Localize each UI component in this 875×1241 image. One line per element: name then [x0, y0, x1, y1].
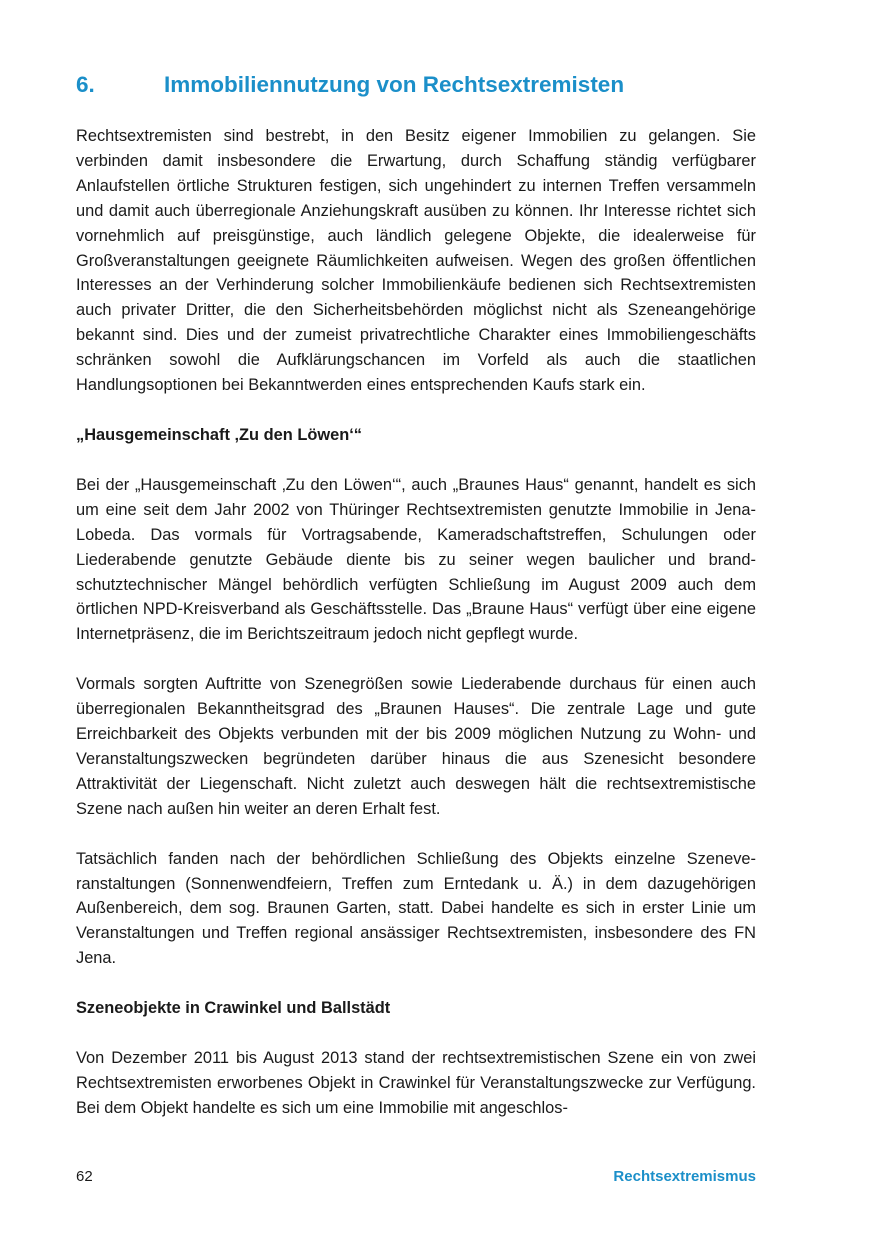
chapter-title: Immobiliennutzung von Rechtsextremisten [164, 72, 625, 97]
section-heading-crawinkel: Szeneobjekte in Crawinkel und Ballstädt [76, 999, 391, 1018]
loewen-paragraph-2: Vormals sorgten Auftritte von Szenegrößen sowie Liederabende durchaus für einen auch überregionalen Bekanntheitsgrad des „Braunen Hauses“. Die zentrale Lage und gute Erreichbarkeit des Objekts verbunden mit der bis 2009 möglichen Nutzung zu Wohn- und Veranstaltungszwecken begründeten darüber hinaus die aus Szenesicht besondere Attraktivität der Liegenschaft. Nicht zuletzt auch deswegen hält die rechtsextremistische Szene nach außen hin weiter an deren Erhalt fest. [76, 675, 756, 818]
loewen-paragraph-1: Bei der „Hausgemeinschaft ‚Zu den Löwen‘“, auch „Braunes Haus“ genannt, handelt es sich um eine seit dem Jahr 2002 von Thüringer Rechtsextremisten genutzte Immobilie in Jena-Lobeda. Das vormals für Vortragsabende, Kameradschaftstreffen, Schulungen oder Liederabende genutzte Gebäude diente bis zu seiner wegen baulicher und brandschutztechnischer Mängel behördlich verfügten Schließung im August 2009 auch dem örtlichen NPD-Kreisverband als Geschäftsstelle. Das „Braune Haus“ verfügt über eine eigene Internetpräsenz, die im Berichtszeitraum jedoch nicht gepflegt wurde. [76, 475, 756, 644]
page-number: 62 [76, 1168, 93, 1185]
crawinkel-paragraph-1: Von Dezember 2011 bis August 2013 stand der rechtsextremistischen Szene ein von zwei Rechtsextremisten erworbenes Objekt in Crawinkel für Veranstaltungszwecke zur Verfügung. Bei dem Objekt handelte es sich um eine Immobilie mit angeschlos- [76, 1049, 756, 1117]
chapter-number: 6. [76, 72, 95, 97]
chapter-heading [76, 72, 756, 102]
section-heading-loewen: „Hausgemeinschaft ‚Zu den Löwen‘“ [76, 425, 362, 444]
loewen-paragraph-3: Tatsächlich fanden nach der behördlichen Schließung des Objekts einzelne Szeneveranstaltungen (Sonnenwendfeiern, Treffen zum Erntedank u. Ä.) in dem dazugehörigen Außenbereich, dem sog. Braunen Garten, statt. Dabei handelte es sich in erster Linie um Veranstaltungen und Treffen regional ansässiger Rechtsextremisten, insbesondere des FN Jena. [76, 849, 756, 968]
page-footer [76, 1168, 756, 1190]
body-text [76, 124, 756, 1146]
intro-paragraph: Rechtsextremisten sind bestrebt, in den Besitz eigener Immobilien zu gelangen. Sie verbinden damit insbesondere die Erwartung, durch Schaffung ständig verfügbarer Anlaufstellen örtliche Strukturen festigen, sich ungehindert zu internen Treffen versammeln und damit auch überregionale Anziehungskraft ausüben zu können. Ihr Interesse richtet sich vornehmlich auf preisgünstige, auch ländlich gelegene Objekte, die idealerweise für Großveranstaltungen geeignete Räumlichkeiten aufweisen. Wegen des großen öffentlichen Interesses an der Verhinderung solcher Immobilienkäufe bedienen sich Rechtsextremisten auch privater Dritter, die den Sicherheitsbehörden möglichst nicht als Szeneangehörige bekannt sind. Dies und der zumeist privatrechtliche Charakter eines Immobiliengeschäfts schränken sowohl die Aufklärungschancen im Vorfeld als auch die staatlichen Handlungsoptionen bei Bekanntwerden eines entsprechenden Kaufs stark ein. [76, 127, 756, 395]
footer-section-label: Rechtsextremismus [613, 1168, 756, 1185]
